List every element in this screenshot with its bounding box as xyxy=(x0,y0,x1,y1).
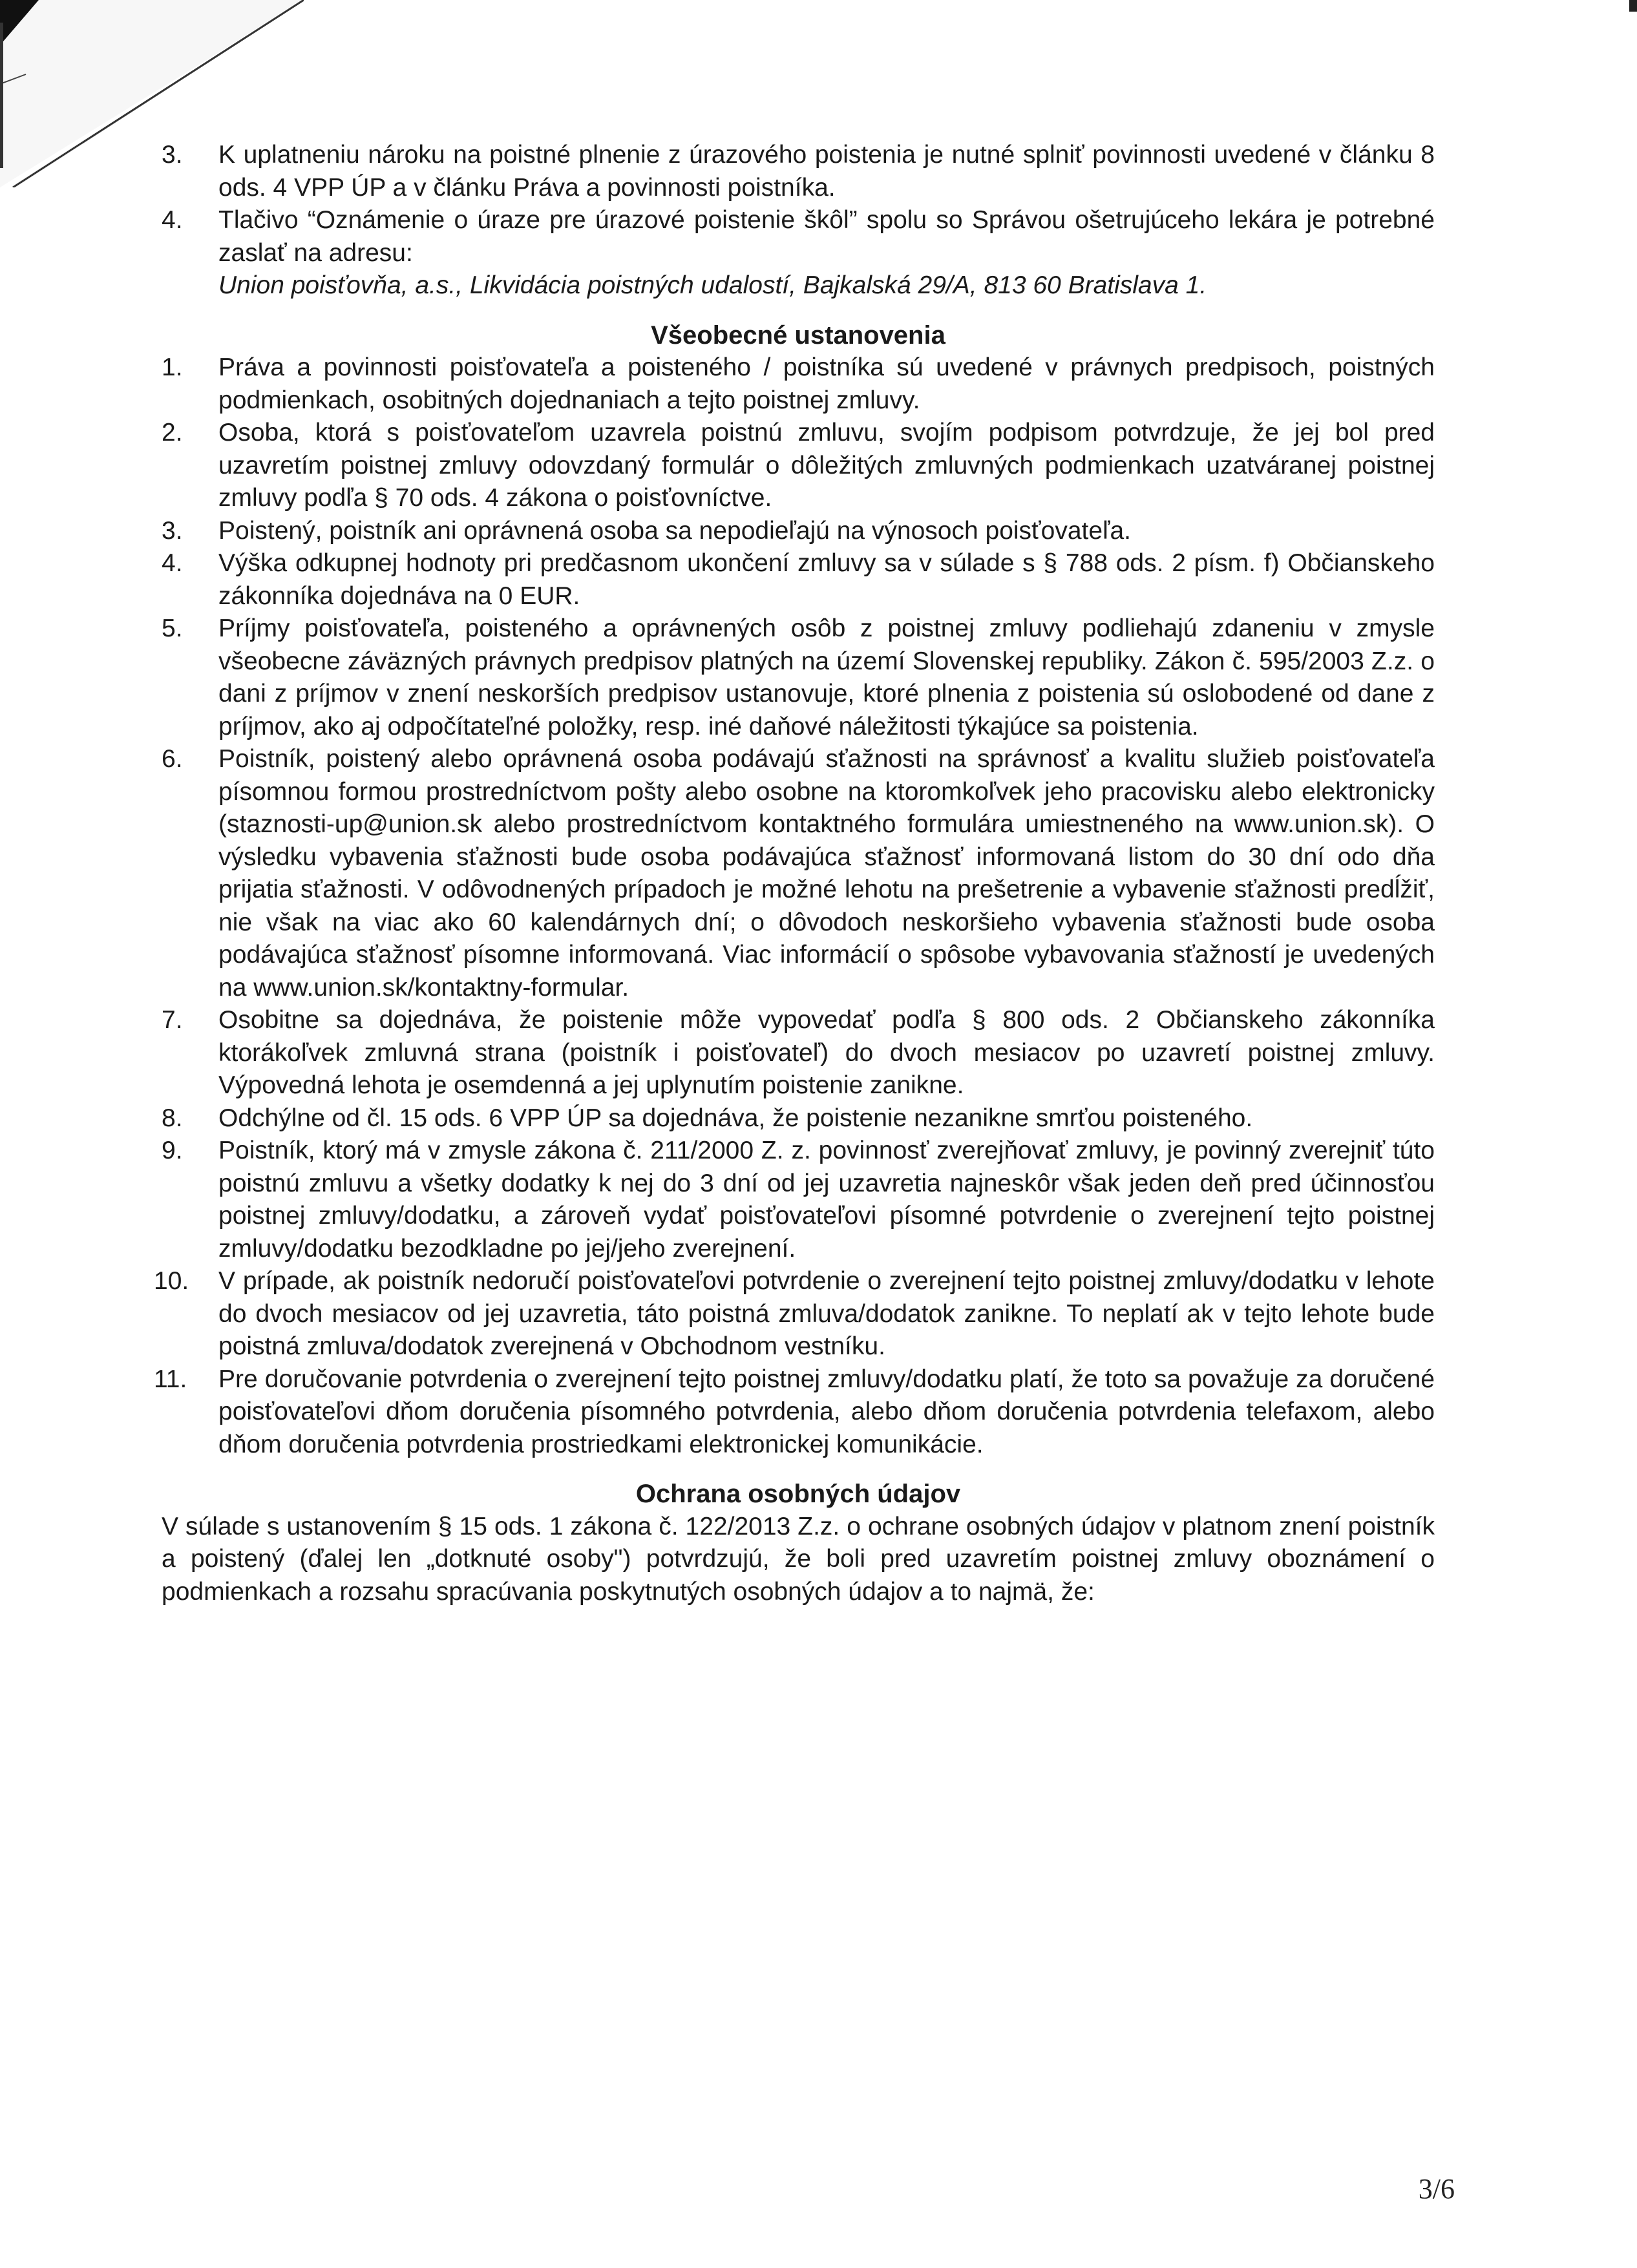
item-number: 3. xyxy=(162,516,183,545)
claims-address: Union poisťovňa, a.s., Likvidácia poistných udalostí, Bajkalská 29/A, 813 60 Bratislava 1. xyxy=(218,271,1207,299)
item-text: Poistník, ktorý má v zmysle zákona č. 211/2000 Z. z. povinnosť zverejňovať zmluvy, je povinný zverejniť túto poistnú zmluvu a všetky dodatky k nej do 3 dní od jej uzavretia najneskôr však jeden deň pred účinnosťou poistnej zmluvy/dodatku, a zároveň vydať poisťovateľovi písomné potvrdenie o zverejnení tejto poistnej zmluvy/dodatku bezodkladne po jej/jeho zverejnení. xyxy=(218,1137,1435,1263)
list-item xyxy=(162,204,1435,302)
item-text: Osoba, ktorá s poisťovateľom uzavrela poistnú zmluvu, svojím podpisom potvrdzuje, že jej bol pred uzavretím poistnej zmluvy odovzdaný formulár o dôležitých zmluvných podmienkach uzatváranej poistnej zmluvy podľa § 70 ods. 4 zákona o poisťovníctve. xyxy=(218,419,1435,512)
item-number: 9. xyxy=(162,1137,183,1164)
section-heading-data-protection: Ochrana osobných údajov xyxy=(635,1480,961,1508)
item-text: Poistený, poistník ani oprávnená osoba sa nepodieľajú na výnosoch poisťovateľa. xyxy=(218,516,1131,545)
scan-edge-mark xyxy=(1629,0,1637,12)
general-provisions-list xyxy=(154,352,1435,1461)
list-item xyxy=(162,743,1435,1004)
page-number: 3/6 xyxy=(1418,2173,1455,2205)
item-number: 3. xyxy=(162,141,183,169)
item-number: 2. xyxy=(162,419,183,446)
list-item xyxy=(162,139,1435,204)
list-item xyxy=(154,1265,1435,1363)
list-item xyxy=(162,1102,1435,1135)
item-number: 1. xyxy=(162,353,183,381)
item-text: Príjmy poisťovateľa, poisteného a oprávnených osôb z poistnej zmluvy podliehajú zdaneniu v zmysle všeobecne záväzných právnych predpisov platných na území Slovenskej republiky. Zákon č. 595/2003 Z.z. o dani z príjmov v znení neskorších predpisov ustanovuje, ktoré plnenia z poistenia sú oslobodené od dane z príjmov, ako aj odpočítateľné položky, resp. iné daňové náležitosti týkajúce sa poistenia. xyxy=(218,614,1435,740)
item-text: Osobitne sa dojednáva, že poistenie môže vypovedať podľa § 800 ods. 2 Občianskeho zákonníka ktorákoľvek zmluvná strana (poistník i poisťovateľ) do dvoch mesiacov po uzavretí poistnej zmluvy. Výpovedná lehota je osemdenná a jej uplynutím poistenie zanikne. xyxy=(218,1006,1435,1099)
list-item xyxy=(162,1135,1435,1265)
list-item xyxy=(162,352,1435,417)
item-number: 5. xyxy=(162,614,183,642)
item-number: 11. xyxy=(154,1365,187,1393)
item-text: Práva a povinnosti poisťovateľa a poisteného / poistníka sú uvedené v právnych predpisoch, poistných podmienkach, osobitných dojednaniach a tejto poistnej zmluvy. xyxy=(218,353,1435,414)
item-number: 10. xyxy=(154,1267,189,1295)
section-heading-general: Všeobecné ustanovenia xyxy=(651,320,945,350)
item-number: 8. xyxy=(162,1104,183,1132)
list-item xyxy=(162,1004,1435,1102)
list-item xyxy=(162,547,1435,613)
item-number: 4. xyxy=(162,206,183,234)
item-text: Odchýlne od čl. 15 ods. 6 VPP ÚP sa dojednáva, že poistenie nezanikne smrťou poisteného. xyxy=(218,1104,1253,1132)
list-item xyxy=(162,515,1435,548)
item-number: 6. xyxy=(162,745,183,773)
item-number: 4. xyxy=(162,549,183,577)
item-number: 7. xyxy=(162,1006,183,1034)
item-text: Pre doručovanie potvrdenia o zverejnení tejto poistnej zmluvy/dodatku platí, že toto sa považuje za doručené poisťovateľovi dňom doručenia písomného potvrdenia, alebo dňom doručenia potvrdenia telefaxom, alebo dňom doručenia potvrdenia prostriedkami elektronickej komunikácie. xyxy=(218,1365,1435,1458)
item-text: Výška odkupnej hodnoty pri predčasnom ukončení zmluvy sa v súlade s § 788 ods. 2 písm. f) Občianskeho zákonníka dojednáva na 0 EUR. xyxy=(218,549,1435,610)
claims-list xyxy=(162,139,1435,302)
item-text: Tlačivo “Oznámenie o úraze pre úrazové poistenie škôl” spolu so Správou ošetrujúceho lekára je potrebné zaslať na adresu: xyxy=(218,206,1435,267)
data-protection-paragraph: V súlade s ustanovením § 15 ods. 1 zákona č. 122/2013 Z.z. o ochrane osobných údajov v platnom znení poistník a poistený (ďalej len „dotknuté osoby") potvrdzujú, že boli pred uzavretím poistnej zmluvy oboznámení o podmienkach a rozsahu spracúvania poskytnutých osobných údajov a to najmä, že: xyxy=(162,1512,1435,1606)
document-body xyxy=(154,139,1435,1608)
list-item xyxy=(162,417,1435,515)
folded-corner xyxy=(0,0,304,187)
list-item xyxy=(154,1363,1435,1462)
item-text: V prípade, ak poistník nedoručí poisťovateľovi potvrdenie o zverejnení tejto poistnej zmluvy/dodatku v lehote do dvoch mesiacov od jej uzavretia, táto poistná zmluva/dodatok zanikne. To neplatí ak v tejto lehote bude poistná zmluva/dodatok zverejnená v Obchodnom vestníku. xyxy=(218,1267,1435,1360)
item-text: Poistník, poistený alebo oprávnená osoba podávajú sťažnosti na správnosť a kvalitu služieb poisťovateľa písomnou formou prostredníctvom pošty alebo osobne na ktoromkoľvek jeho pracovisku alebo elektronicky (staznosti-up@union.sk alebo prostredníctvom kontaktného formulára umiestneného na www.union.sk). O výsledku vybavenia sťažnosti bude osoba podávajúca sťažnosť informovaná listom do 30 dní odo dňa prijatia sťažnosti. V odôvodnených prípadoch je možné lehotu na prešetrenie a vybavenie sťažnosti predĺžiť, nie však na viac ako 60 kalendárnych dní; o dôvodoch neskoršieho vybavenia sťažnosti bude osoba podávajúca sťažnosť písomne informovaná. Viac informácií o spôsobe vybavovania sťažností je uvedených na www.union.sk/kontaktny-formular. xyxy=(218,745,1435,1002)
item-text: K uplatneniu nároku na poistné plnenie z úrazového poistenia je nutné splniť povinnosti uvedené v článku 8 ods. 4 VPP ÚP a v článku Práva a povinnosti poistníka. xyxy=(218,141,1435,202)
list-item xyxy=(162,613,1435,743)
